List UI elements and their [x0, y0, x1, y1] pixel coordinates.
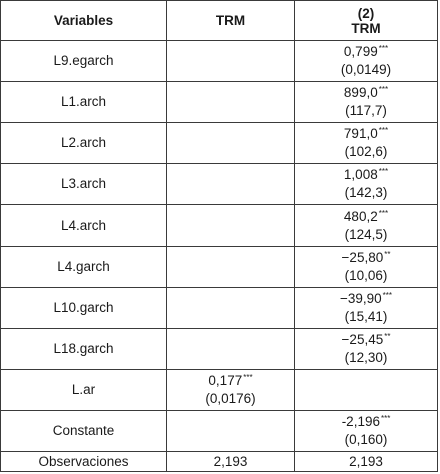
col2-cell	[295, 411, 437, 451]
significance-stars: **	[384, 250, 391, 259]
variable-label: Constante	[52, 423, 115, 438]
col1-cell	[167, 82, 295, 122]
col1-cell	[167, 411, 295, 451]
variable-name	[1, 247, 167, 287]
col2-cell	[295, 288, 437, 328]
significance-stars: ***	[378, 44, 389, 53]
header-col2-label: TRM	[351, 20, 381, 36]
col2-cell	[295, 205, 437, 246]
col1-cell	[167, 205, 295, 246]
observations-col1: 2,193	[213, 453, 248, 469]
significance-stars: ***	[378, 167, 389, 176]
observations-col2: 2,193	[349, 453, 383, 469]
table-row	[1, 411, 437, 452]
col1-cell	[167, 247, 295, 287]
col1-cell	[167, 41, 295, 81]
coefficient: 899,0***	[343, 85, 389, 100]
standard-error: (15,41)	[344, 309, 388, 324]
significance-stars: ***	[378, 208, 389, 218]
header-col2	[295, 1, 437, 40]
variable-name	[1, 123, 167, 163]
table-header-row	[1, 1, 437, 41]
table-row	[1, 164, 437, 205]
col1-cell	[167, 123, 295, 163]
variable-label: L18.garch	[53, 341, 114, 356]
standard-error: (142,3)	[344, 185, 388, 200]
observations-row	[1, 452, 437, 471]
variable-name	[1, 370, 167, 410]
variable-label: L4.arch	[60, 217, 107, 233]
col1-cell	[167, 452, 295, 471]
variable-label: L3.arch	[60, 176, 107, 191]
variable-name	[1, 452, 167, 471]
table-row	[1, 370, 437, 411]
col2-cell	[295, 452, 437, 471]
variable-label: L9.egarch	[53, 53, 114, 68]
variable-name	[1, 288, 167, 328]
coefficient: -2,196***	[341, 414, 391, 429]
variable-name	[1, 82, 167, 122]
coefficient: −39,90***	[339, 291, 392, 306]
variable-label: L.ar	[71, 382, 96, 397]
table-row	[1, 123, 437, 164]
header-col1-label: TRM	[215, 12, 246, 28]
standard-error: (12,30)	[344, 350, 388, 365]
standard-error: (0,0176)	[205, 391, 256, 406]
significance-stars: ***	[243, 373, 253, 382]
col2-cell	[295, 164, 437, 204]
variable-label: L2.arch	[60, 135, 107, 150]
coefficient: −25,80**	[341, 250, 391, 265]
standard-error: (0,0149)	[340, 62, 392, 77]
variable-name	[1, 411, 167, 451]
significance-stars: ***	[382, 291, 392, 300]
table-row	[1, 288, 437, 329]
variable-name	[1, 205, 167, 246]
table-row	[1, 82, 437, 123]
table-row	[1, 329, 437, 370]
significance-stars: ***	[380, 414, 391, 423]
table-row	[1, 247, 437, 288]
variable-label: L4.garch	[57, 259, 110, 274]
variable-name	[1, 164, 167, 204]
significance-stars: **	[384, 332, 391, 341]
header-col1	[167, 1, 295, 40]
significance-stars: ***	[378, 126, 389, 135]
standard-error: (10,06)	[344, 268, 388, 283]
coefficient: 0,799***	[343, 44, 389, 59]
coefficient: 1,008***	[343, 167, 389, 182]
variable-name	[1, 41, 167, 81]
col2-cell	[295, 329, 437, 369]
variable-label: L1.arch	[60, 94, 107, 109]
header-col2-number: (2)	[357, 5, 375, 21]
significance-stars: ***	[378, 85, 389, 94]
observations-label: Observaciones	[38, 453, 129, 469]
col2-cell	[295, 82, 437, 122]
standard-error: (0,160)	[344, 432, 388, 447]
header-variables-label: Variables	[53, 12, 114, 28]
table-row	[1, 205, 437, 247]
col2-cell	[295, 247, 437, 287]
variable-label: L10.garch	[53, 300, 114, 315]
col1-cell	[167, 370, 295, 410]
col2-cell	[295, 370, 437, 410]
standard-error: (124,5)	[344, 226, 388, 242]
col1-cell	[167, 288, 295, 328]
col2-cell	[295, 41, 437, 81]
coefficient: −25,45**	[341, 332, 391, 347]
coefficient: 0,177***	[208, 373, 253, 388]
standard-error: (102,6)	[344, 144, 388, 159]
col1-cell	[167, 329, 295, 369]
table-row	[1, 41, 437, 82]
coefficient: 480,2***	[343, 208, 389, 224]
coefficient: 791,0***	[343, 126, 389, 141]
standard-error: (117,7)	[345, 103, 387, 118]
header-variables	[1, 1, 167, 40]
col2-cell	[295, 123, 437, 163]
variable-name	[1, 329, 167, 369]
col1-cell	[167, 164, 295, 204]
